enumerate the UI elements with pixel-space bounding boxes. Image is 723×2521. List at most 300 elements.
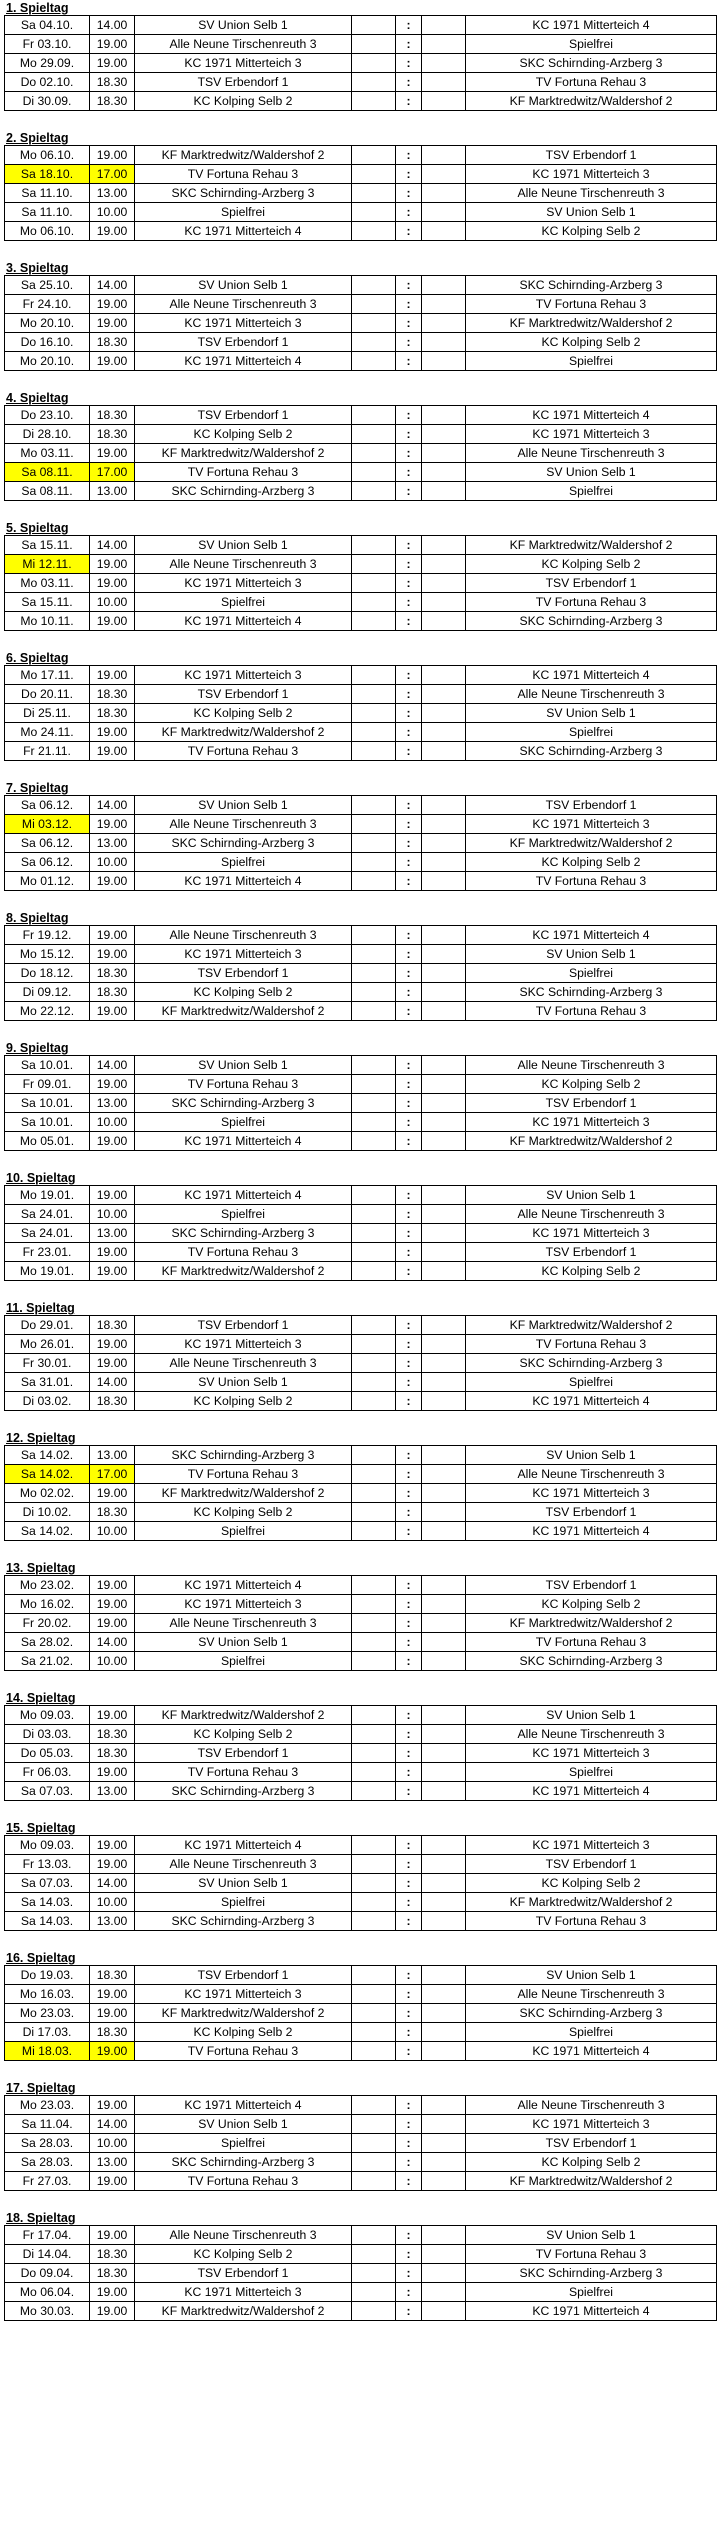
- guest-score: [422, 1633, 466, 1652]
- guest-team: SV Union Selb 1: [466, 1186, 717, 1205]
- score-separator: :: [396, 1576, 422, 1595]
- score-separator: :: [396, 1595, 422, 1614]
- table-row: [5, 853, 717, 872]
- guest-team: Spielfrei: [466, 1373, 717, 1392]
- home-score: [352, 1205, 396, 1224]
- guest-score: [422, 314, 466, 333]
- home-team: TSV Erbendorf 1: [135, 333, 352, 352]
- guest-score: [422, 2302, 466, 2321]
- guest-score: [422, 796, 466, 815]
- score-separator: :: [396, 2134, 422, 2153]
- home-score: [352, 73, 396, 92]
- home-score: [352, 463, 396, 482]
- score-separator: :: [396, 1373, 422, 1392]
- home-team: TSV Erbendorf 1: [135, 1966, 352, 1985]
- guest-team: KF Marktredwitz/Waldershof 2: [466, 834, 717, 853]
- table-row: [5, 2023, 717, 2042]
- score-separator: :: [396, 1893, 422, 1912]
- home-team: Spielfrei: [135, 203, 352, 222]
- score-separator: :: [396, 146, 422, 165]
- matchday-title: 14. Spieltag: [6, 1691, 76, 1705]
- game-date: Sa 06.12.: [5, 796, 90, 815]
- home-score: [352, 872, 396, 891]
- score-separator: :: [396, 742, 422, 761]
- matchday-block: [4, 262, 717, 371]
- table-row: [5, 92, 717, 111]
- game-time: 19.00: [90, 815, 135, 834]
- home-team: KF Marktredwitz/Waldershof 2: [135, 723, 352, 742]
- guest-score: [422, 1262, 466, 1281]
- matchday-block: [4, 1562, 717, 1671]
- guest-score: [422, 1522, 466, 1541]
- home-score: [352, 834, 396, 853]
- game-time: 19.00: [90, 1132, 135, 1151]
- game-time: 19.00: [90, 1763, 135, 1782]
- game-date: Di 25.11.: [5, 704, 90, 723]
- home-team: SV Union Selb 1: [135, 2115, 352, 2134]
- table-row: [5, 2226, 717, 2245]
- score-separator: :: [396, 92, 422, 111]
- guest-team: KC 1971 Mitterteich 3: [466, 1484, 717, 1503]
- guest-score: [422, 1354, 466, 1373]
- home-score: [352, 222, 396, 241]
- game-date: Mo 06.10.: [5, 146, 90, 165]
- game-time: 18.30: [90, 964, 135, 983]
- guest-team: KC 1971 Mitterteich 3: [466, 1113, 717, 1132]
- score-separator: :: [396, 406, 422, 425]
- home-team: TV Fortuna Rehau 3: [135, 1763, 352, 1782]
- guest-team: SV Union Selb 1: [466, 1966, 717, 1985]
- guest-team: SKC Schirnding-Arzberg 3: [466, 54, 717, 73]
- game-time: 18.30: [90, 425, 135, 444]
- home-score: [352, 184, 396, 203]
- table-row: [5, 536, 717, 555]
- games-table: [4, 1185, 717, 1281]
- guest-team: SV Union Selb 1: [466, 1446, 717, 1465]
- guest-score: [422, 555, 466, 574]
- table-row: [5, 222, 717, 241]
- table-row: [5, 796, 717, 815]
- table-row: [5, 1763, 717, 1782]
- guest-score: [422, 1706, 466, 1725]
- game-time: 19.00: [90, 1706, 135, 1725]
- game-date: Mo 24.11.: [5, 723, 90, 742]
- table-row: [5, 425, 717, 444]
- games-table: [4, 2095, 717, 2191]
- score-separator: :: [396, 1966, 422, 1985]
- home-team: KC 1971 Mitterteich 3: [135, 574, 352, 593]
- score-separator: :: [396, 2283, 422, 2302]
- table-row: [5, 926, 717, 945]
- table-row: [5, 1912, 717, 1931]
- guest-score: [422, 352, 466, 371]
- table-row: [5, 1132, 717, 1151]
- table-row: [5, 1744, 717, 1763]
- game-time: 19.00: [90, 1186, 135, 1205]
- home-score: [352, 2023, 396, 2042]
- home-team: KC 1971 Mitterteich 4: [135, 222, 352, 241]
- guest-score: [422, 1763, 466, 1782]
- guest-team: SKC Schirnding-Arzberg 3: [466, 1652, 717, 1671]
- home-score: [352, 1614, 396, 1633]
- guest-team: TSV Erbendorf 1: [466, 1855, 717, 1874]
- game-date: Fr 19.12.: [5, 926, 90, 945]
- home-team: KC 1971 Mitterteich 4: [135, 1186, 352, 1205]
- home-score: [352, 1335, 396, 1354]
- game-date: Di 03.03.: [5, 1725, 90, 1744]
- guest-score: [422, 276, 466, 295]
- game-date: Di 09.12.: [5, 983, 90, 1002]
- score-separator: :: [396, 1002, 422, 1021]
- home-team: Spielfrei: [135, 853, 352, 872]
- home-team: KC Kolping Selb 2: [135, 983, 352, 1002]
- game-time: 19.00: [90, 314, 135, 333]
- home-score: [352, 1966, 396, 1985]
- guest-team: SKC Schirnding-Arzberg 3: [466, 983, 717, 1002]
- game-time: 13.00: [90, 1912, 135, 1931]
- matchday-title: 16. Spieltag: [6, 1951, 76, 1965]
- matchday-block: [4, 1302, 717, 1411]
- game-date: Mo 03.11.: [5, 444, 90, 463]
- score-separator: :: [396, 666, 422, 685]
- guest-team: Spielfrei: [466, 482, 717, 501]
- guest-team: TV Fortuna Rehau 3: [466, 1912, 717, 1931]
- game-time: 19.00: [90, 2004, 135, 2023]
- matchday-block: [4, 2082, 717, 2191]
- score-separator: :: [396, 16, 422, 35]
- guest-team: TSV Erbendorf 1: [466, 574, 717, 593]
- guest-team: Alle Neune Tirschenreuth 3: [466, 1465, 717, 1484]
- guest-team: KC Kolping Selb 2: [466, 1874, 717, 1893]
- table-row: [5, 983, 717, 1002]
- game-date: Mi 03.12.: [5, 815, 90, 834]
- home-team: SV Union Selb 1: [135, 1373, 352, 1392]
- table-row: [5, 1966, 717, 1985]
- guest-score: [422, 685, 466, 704]
- score-separator: :: [396, 1522, 422, 1541]
- game-date: Sa 21.02.: [5, 1652, 90, 1671]
- score-separator: :: [396, 1056, 422, 1075]
- game-time: 18.30: [90, 333, 135, 352]
- home-team: KC 1971 Mitterteich 4: [135, 2096, 352, 2115]
- guest-score: [422, 1446, 466, 1465]
- game-time: 18.30: [90, 685, 135, 704]
- game-date: Mo 23.03.: [5, 2004, 90, 2023]
- matchday-title: 9. Spieltag: [6, 1041, 69, 1055]
- game-date: Do 20.11.: [5, 685, 90, 704]
- guest-team: KC 1971 Mitterteich 4: [466, 1782, 717, 1801]
- game-date: Mo 30.03.: [5, 2302, 90, 2321]
- home-score: [352, 1725, 396, 1744]
- score-separator: :: [396, 1614, 422, 1633]
- guest-score: [422, 723, 466, 742]
- score-separator: :: [396, 295, 422, 314]
- guest-team: SV Union Selb 1: [466, 463, 717, 482]
- guest-team: SKC Schirnding-Arzberg 3: [466, 742, 717, 761]
- game-time: 19.00: [90, 1836, 135, 1855]
- score-separator: :: [396, 35, 422, 54]
- home-team: Spielfrei: [135, 1652, 352, 1671]
- guest-team: TSV Erbendorf 1: [466, 2134, 717, 2153]
- guest-score: [422, 1113, 466, 1132]
- home-score: [352, 2134, 396, 2153]
- guest-score: [422, 444, 466, 463]
- game-time: 19.00: [90, 1002, 135, 1021]
- score-separator: :: [396, 2153, 422, 2172]
- guest-team: KC 1971 Mitterteich 3: [466, 2115, 717, 2134]
- game-date: Sa 15.11.: [5, 536, 90, 555]
- guest-team: Spielfrei: [466, 2283, 717, 2302]
- game-date: Mo 20.10.: [5, 314, 90, 333]
- home-team: Spielfrei: [135, 1205, 352, 1224]
- game-date: Sa 15.11.: [5, 593, 90, 612]
- score-separator: :: [396, 1262, 422, 1281]
- guest-score: [422, 146, 466, 165]
- home-score: [352, 1874, 396, 1893]
- guest-team: Alle Neune Tirschenreuth 3: [466, 1056, 717, 1075]
- home-score: [352, 1446, 396, 1465]
- guest-score: [422, 1186, 466, 1205]
- home-team: TSV Erbendorf 1: [135, 406, 352, 425]
- game-time: 18.30: [90, 704, 135, 723]
- home-score: [352, 1503, 396, 1522]
- table-row: [5, 463, 717, 482]
- game-time: 18.30: [90, 2023, 135, 2042]
- home-score: [352, 1484, 396, 1503]
- home-score: [352, 1113, 396, 1132]
- home-score: [352, 1465, 396, 1484]
- game-time: 19.00: [90, 1855, 135, 1874]
- matchday-title: 8. Spieltag: [6, 911, 69, 925]
- game-time: 10.00: [90, 1652, 135, 1671]
- guest-team: Alle Neune Tirschenreuth 3: [466, 1205, 717, 1224]
- game-date: Sa 10.01.: [5, 1094, 90, 1113]
- guest-score: [422, 666, 466, 685]
- game-date: Sa 31.01.: [5, 1373, 90, 1392]
- matchday-title: 17. Spieltag: [6, 2081, 76, 2095]
- game-date: Sa 14.02.: [5, 1522, 90, 1541]
- score-separator: :: [396, 853, 422, 872]
- home-score: [352, 1262, 396, 1281]
- game-date: Sa 06.12.: [5, 834, 90, 853]
- game-date: Mo 01.12.: [5, 872, 90, 891]
- guest-team: KF Marktredwitz/Waldershof 2: [466, 1614, 717, 1633]
- score-separator: :: [396, 1706, 422, 1725]
- home-score: [352, 1576, 396, 1595]
- score-separator: :: [396, 872, 422, 891]
- guest-team: TSV Erbendorf 1: [466, 1503, 717, 1522]
- guest-score: [422, 872, 466, 891]
- game-date: Mo 22.12.: [5, 1002, 90, 1021]
- guest-score: [422, 593, 466, 612]
- home-score: [352, 1706, 396, 1725]
- game-date: Do 18.12.: [5, 964, 90, 983]
- game-time: 18.30: [90, 1725, 135, 1744]
- guest-score: [422, 834, 466, 853]
- game-time: 10.00: [90, 593, 135, 612]
- game-date: Sa 04.10.: [5, 16, 90, 35]
- matchday-title: 15. Spieltag: [6, 1821, 76, 1835]
- guest-score: [422, 926, 466, 945]
- matchday-block: [4, 392, 717, 501]
- home-score: [352, 796, 396, 815]
- table-row: [5, 1243, 717, 1262]
- score-separator: :: [396, 1113, 422, 1132]
- game-time: 14.00: [90, 1056, 135, 1075]
- matchday-block: [4, 1952, 717, 2061]
- home-team: SKC Schirnding-Arzberg 3: [135, 482, 352, 501]
- game-time: 13.00: [90, 1094, 135, 1113]
- guest-team: KC 1971 Mitterteich 3: [466, 425, 717, 444]
- score-separator: :: [396, 2302, 422, 2321]
- game-date: Sa 14.03.: [5, 1912, 90, 1931]
- guest-team: Alle Neune Tirschenreuth 3: [466, 1985, 717, 2004]
- matchday-block: [4, 1042, 717, 1151]
- guest-score: [422, 1056, 466, 1075]
- home-team: TV Fortuna Rehau 3: [135, 1075, 352, 1094]
- game-time: 19.00: [90, 666, 135, 685]
- home-score: [352, 593, 396, 612]
- home-team: KC Kolping Selb 2: [135, 425, 352, 444]
- games-table: [4, 405, 717, 501]
- guest-score: [422, 2042, 466, 2061]
- games-table: [4, 925, 717, 1021]
- game-date: Do 02.10.: [5, 73, 90, 92]
- table-row: [5, 482, 717, 501]
- table-row: [5, 574, 717, 593]
- home-team: Alle Neune Tirschenreuth 3: [135, 815, 352, 834]
- home-score: [352, 723, 396, 742]
- game-time: 19.00: [90, 295, 135, 314]
- game-date: Mo 09.03.: [5, 1836, 90, 1855]
- game-date: Sa 11.04.: [5, 2115, 90, 2134]
- guest-score: [422, 1205, 466, 1224]
- score-separator: :: [396, 964, 422, 983]
- guest-team: SKC Schirnding-Arzberg 3: [466, 2004, 717, 2023]
- game-date: Di 30.09.: [5, 92, 90, 111]
- home-score: [352, 1075, 396, 1094]
- guest-score: [422, 1855, 466, 1874]
- score-separator: :: [396, 1392, 422, 1411]
- home-team: SKC Schirnding-Arzberg 3: [135, 1782, 352, 1801]
- guest-team: Alle Neune Tirschenreuth 3: [466, 1725, 717, 1744]
- games-table: [4, 535, 717, 631]
- guest-score: [422, 574, 466, 593]
- table-row: [5, 1262, 717, 1281]
- guest-team: KC Kolping Selb 2: [466, 222, 717, 241]
- guest-score: [422, 54, 466, 73]
- home-team: Spielfrei: [135, 1113, 352, 1132]
- score-separator: :: [396, 2172, 422, 2191]
- game-time: 14.00: [90, 16, 135, 35]
- game-date: Mo 09.03.: [5, 1706, 90, 1725]
- table-row: [5, 184, 717, 203]
- matchday-title: 10. Spieltag: [6, 1171, 76, 1185]
- score-separator: :: [396, 574, 422, 593]
- guest-team: Alle Neune Tirschenreuth 3: [466, 2096, 717, 2115]
- matchday-block: [4, 2212, 717, 2321]
- home-team: KC 1971 Mitterteich 3: [135, 54, 352, 73]
- game-time: 18.30: [90, 2245, 135, 2264]
- game-date: Fr 17.04.: [5, 2226, 90, 2245]
- home-score: [352, 146, 396, 165]
- matchday-block: [4, 522, 717, 631]
- game-time: 14.00: [90, 276, 135, 295]
- guest-team: SKC Schirnding-Arzberg 3: [466, 1354, 717, 1373]
- game-date: Mi 18.03.: [5, 2042, 90, 2061]
- home-team: Alle Neune Tirschenreuth 3: [135, 1354, 352, 1373]
- guest-team: KF Marktredwitz/Waldershof 2: [466, 1316, 717, 1335]
- game-date: Sa 18.10.: [5, 165, 90, 184]
- table-row: [5, 1725, 717, 1744]
- guest-team: KC 1971 Mitterteich 4: [466, 16, 717, 35]
- games-table: [4, 145, 717, 241]
- table-row: [5, 1113, 717, 1132]
- game-date: Mo 17.11.: [5, 666, 90, 685]
- game-time: 18.30: [90, 983, 135, 1002]
- home-score: [352, 1224, 396, 1243]
- home-team: KC 1971 Mitterteich 4: [135, 1576, 352, 1595]
- game-time: 19.00: [90, 1484, 135, 1503]
- home-team: TSV Erbendorf 1: [135, 964, 352, 983]
- game-time: 10.00: [90, 1522, 135, 1541]
- guest-score: [422, 1744, 466, 1763]
- games-table: [4, 1575, 717, 1671]
- table-row: [5, 1652, 717, 1671]
- score-separator: :: [396, 222, 422, 241]
- games-table: [4, 1315, 717, 1411]
- guest-team: KC 1971 Mitterteich 4: [466, 926, 717, 945]
- score-separator: :: [396, 1855, 422, 1874]
- table-row: [5, 1484, 717, 1503]
- home-team: KC 1971 Mitterteich 3: [135, 666, 352, 685]
- home-team: SV Union Selb 1: [135, 276, 352, 295]
- home-score: [352, 983, 396, 1002]
- game-time: 19.00: [90, 222, 135, 241]
- game-time: 19.00: [90, 555, 135, 574]
- home-score: [352, 1243, 396, 1262]
- score-separator: :: [396, 2042, 422, 2061]
- game-date: Fr 20.02.: [5, 1614, 90, 1633]
- table-row: [5, 1094, 717, 1113]
- score-separator: :: [396, 184, 422, 203]
- guest-score: [422, 16, 466, 35]
- guest-team: Spielfrei: [466, 352, 717, 371]
- guest-score: [422, 1243, 466, 1262]
- guest-score: [422, 1836, 466, 1855]
- home-team: SV Union Selb 1: [135, 536, 352, 555]
- home-team: SV Union Selb 1: [135, 1874, 352, 1893]
- game-time: 19.00: [90, 945, 135, 964]
- home-score: [352, 54, 396, 73]
- guest-team: TV Fortuna Rehau 3: [466, 593, 717, 612]
- table-row: [5, 1224, 717, 1243]
- score-separator: :: [396, 834, 422, 853]
- guest-score: [422, 1595, 466, 1614]
- matchday-title: 3. Spieltag: [6, 261, 69, 275]
- table-row: [5, 964, 717, 983]
- home-score: [352, 1836, 396, 1855]
- guest-team: KC 1971 Mitterteich 3: [466, 815, 717, 834]
- score-separator: :: [396, 983, 422, 1002]
- guest-team: SKC Schirnding-Arzberg 3: [466, 276, 717, 295]
- games-table: [4, 2225, 717, 2321]
- game-date: Mo 02.02.: [5, 1484, 90, 1503]
- guest-score: [422, 2134, 466, 2153]
- game-date: Sa 14.02.: [5, 1446, 90, 1465]
- home-score: [352, 314, 396, 333]
- table-row: [5, 612, 717, 631]
